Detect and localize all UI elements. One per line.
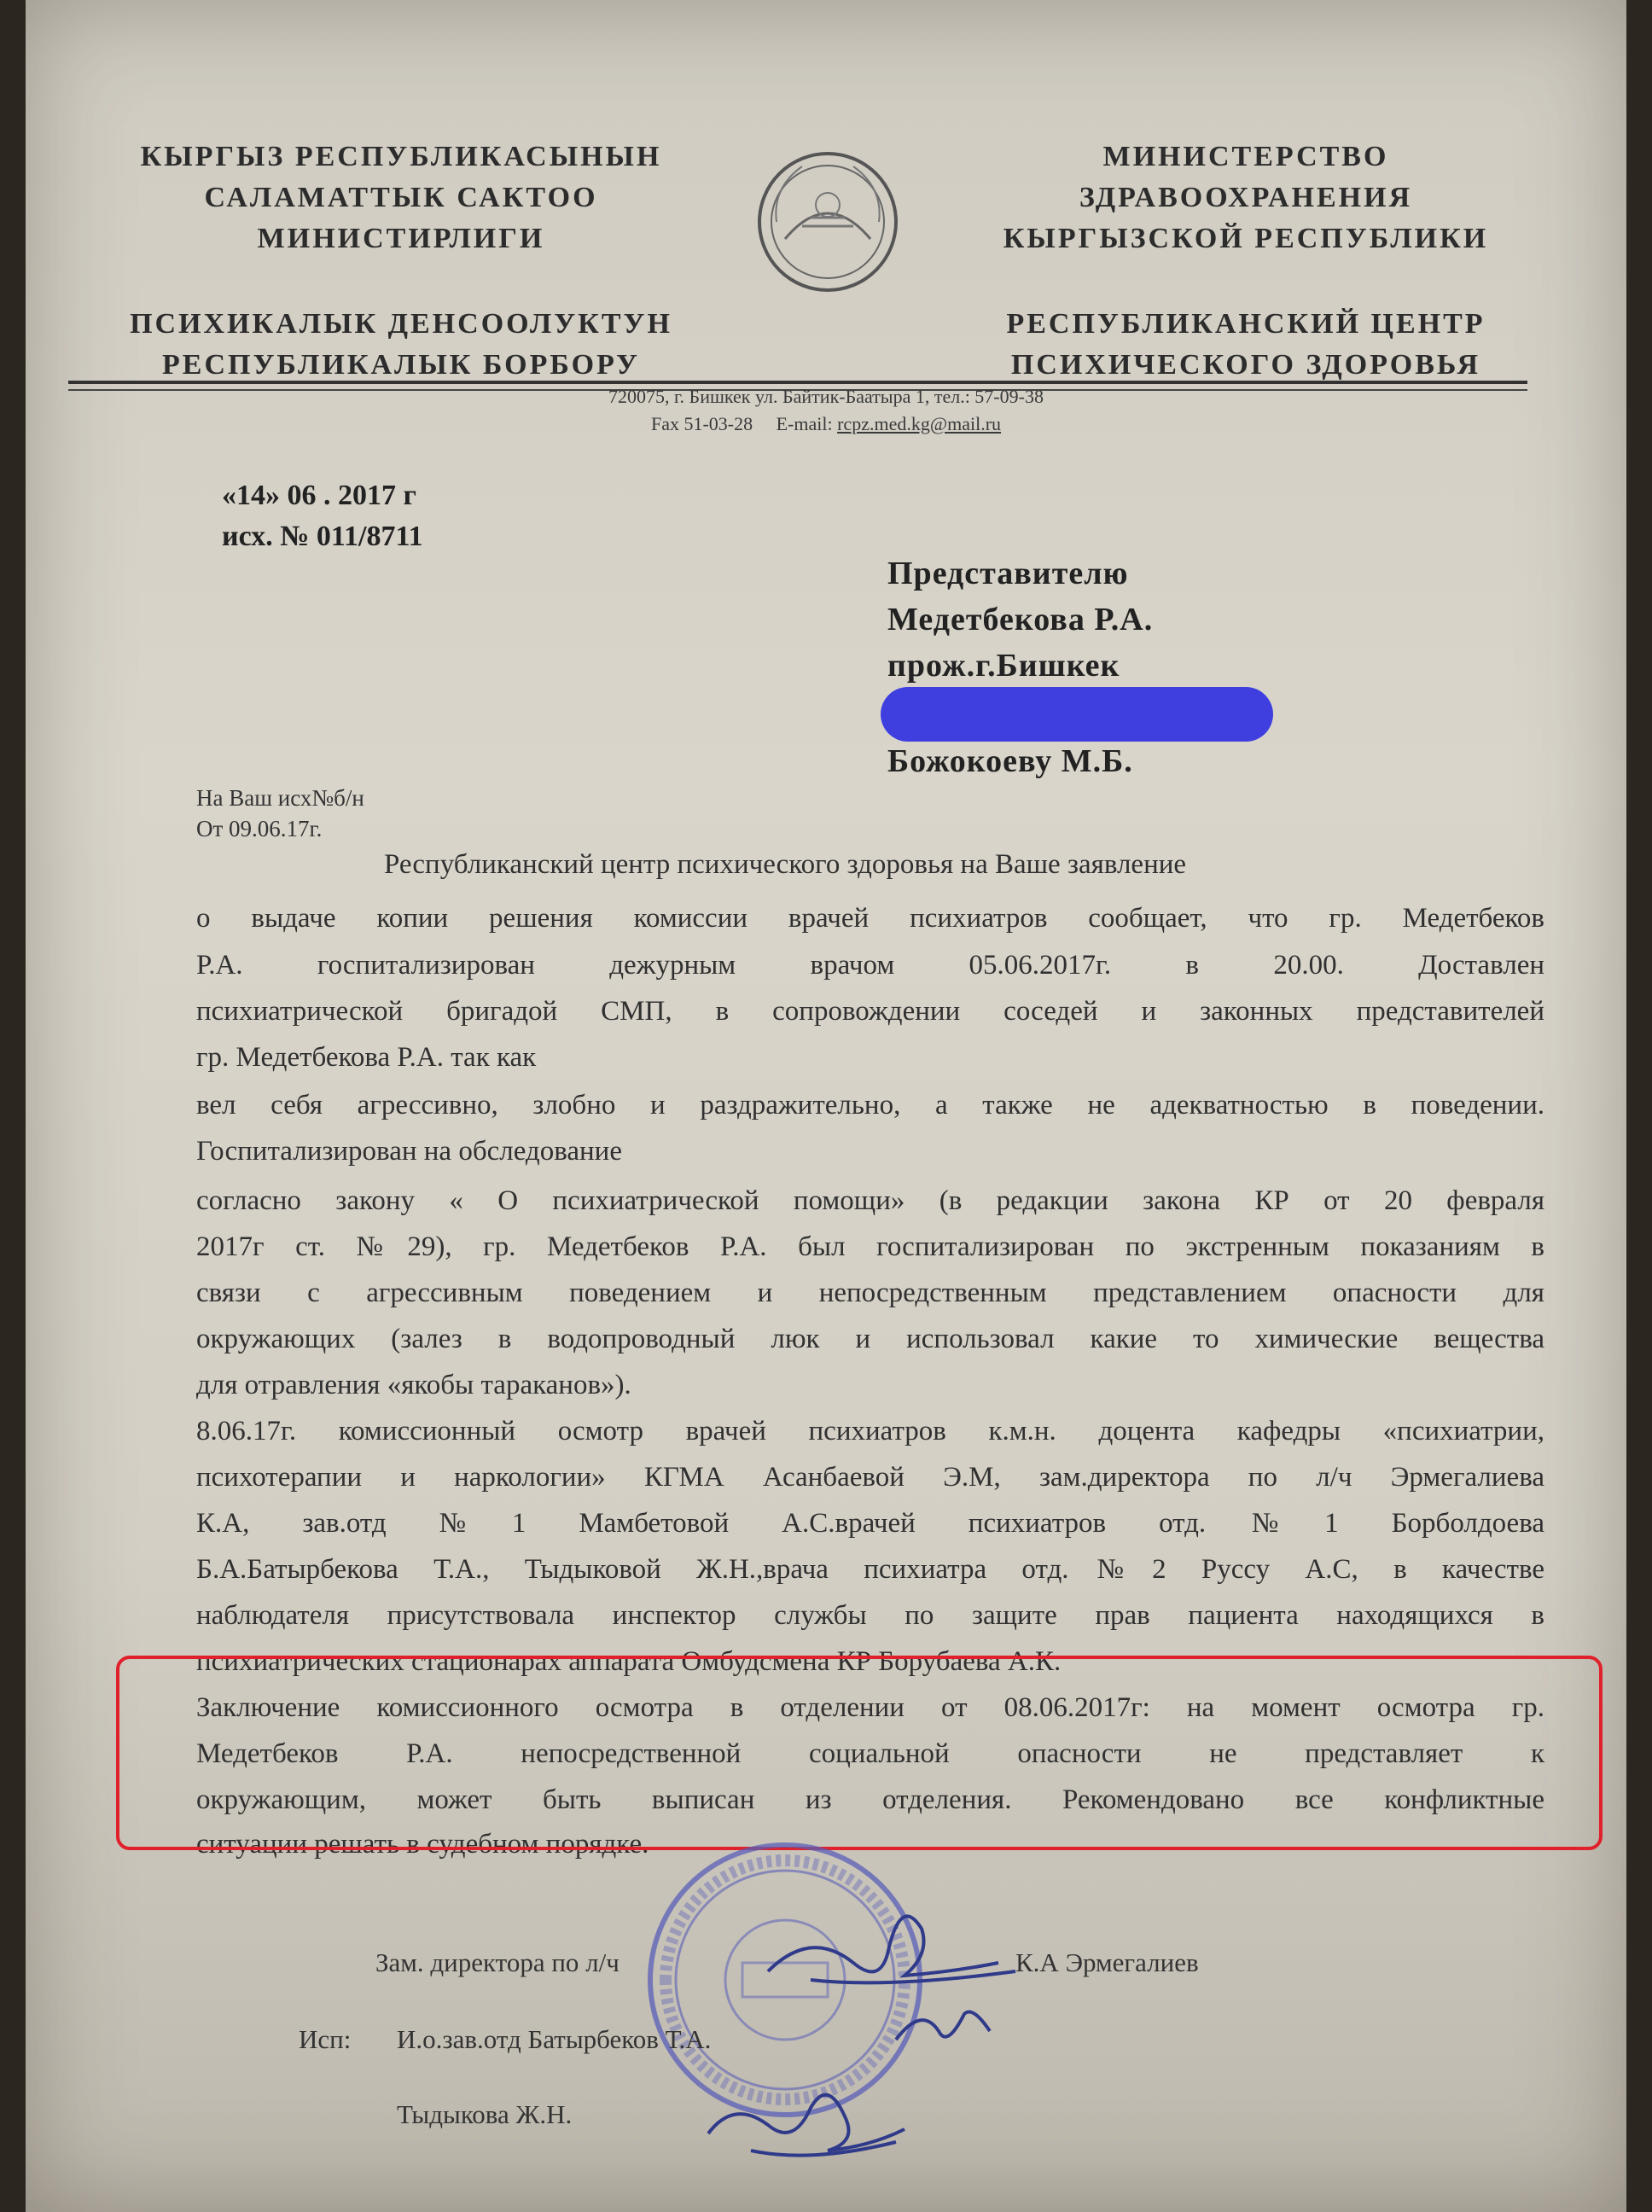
body-line: 8.06.17г. комиссионный осмотр врачей психиатров к.м.н. доцента кафедры «психиатрии,: [196, 1416, 1544, 1447]
body-line: связи с агрессивным поведением и непосредственным представлением опасности для: [196, 1278, 1544, 1308]
signature-initials-icon: [887, 1988, 1007, 2065]
document-sheet: [26, 0, 1626, 2212]
conclusion-line: Медетбеков Р.А. непосредственной социальной опасности не представляет к: [196, 1738, 1544, 1769]
email-link[interactable]: rcpz.med.kg@mail.ru: [837, 413, 1002, 434]
contact-line: [26, 413, 1626, 435]
body-line: психотерапии и наркологии» КГМА Асанбаевой Э.М, зам.директора по л/ч Эрмегалиева: [196, 1462, 1544, 1493]
header-left-line: РЕСПУБЛИКАЛЫК БОРБОРУ: [162, 349, 640, 381]
body-line: психиатрической бригадой СМП, в сопровождении соседей и законных представителей: [196, 996, 1544, 1027]
signature-deputy-icon: [759, 1877, 1032, 2005]
addressee-line: Божокоеву М.Б.: [887, 743, 1133, 779]
conclusion-line: ситуации решать в судебном порядке.: [196, 1829, 649, 1860]
header-right-block: [973, 137, 1519, 386]
header-left-line: ПСИХИКАЛЫК ДЕНСООЛУКТУН: [130, 308, 672, 340]
body-line: о выдаче копии решения комиссии врачей психиатров сообщает, что гр. Медетбеков: [196, 903, 1544, 934]
reply-ref-line: На Ваш исх№б/н: [196, 785, 364, 811]
header-right-line: КЫРГЫЗСКОЙ РЕСПУБЛИКИ: [1003, 223, 1489, 254]
body-line: 2017г ст. №29), гр. Медетбеков Р.А. был госпитализирован по экстренным показаниям в: [196, 1231, 1544, 1262]
header-left-line: МИНИСТИРЛИГИ: [257, 223, 545, 254]
document-date: «14» 06 . 2017 г: [222, 480, 416, 511]
deputy-name: К.А Эрмегалиев: [1015, 1947, 1199, 1977]
header-left-block: [128, 137, 674, 386]
executor-name: И.о.зав.отд Батырбеков Т.А.: [397, 2024, 712, 2054]
body-line: К.А, зав.отд №1 Мамбетовой А.С.врачей психиатров отд.№1 Борболдоева: [196, 1508, 1544, 1539]
body-line: Госпитализирован на обследование: [196, 1136, 622, 1167]
body-line: согласно закону « О психиатрической помощи» (в редакции закона КР от 20 февраля: [196, 1185, 1544, 1216]
reply-ref-line: От 09.06.17г.: [196, 816, 323, 841]
addressee-line: Представителю: [887, 556, 1129, 591]
header-right-line: ЗДРАВООХРАНЕНИЯ: [1079, 182, 1413, 213]
body-line: Р.А. госпитализирован дежурным врачом 05.06.2017г. в 20.00. Доставлен: [196, 950, 1544, 981]
header-left-line: КЫРГЫЗ РЕСПУБЛИКАСЫНЫН: [140, 141, 662, 172]
body-line: окружающих (залез в водопроводный люк и использовал какие то химические вещества: [196, 1324, 1544, 1354]
state-emblem-icon: [751, 137, 905, 307]
body-line: вел себя агрессивно, злобно и раздражительно, а также не адекватностью в поведении.: [196, 1090, 1544, 1121]
body-line: наблюдателя присутствовала инспектор службы по защите прав пациента находящихся в: [196, 1600, 1544, 1631]
addressee-line: Медетбекова Р.А.: [887, 602, 1154, 637]
address-line: 720075, г. Бишкек ул. Байтик-Баатыра 1, тел.: 57-09-38: [608, 386, 1044, 407]
conclusion-line: окружающим, может быть выписан из отделения. Рекомендовано все конфликтные: [196, 1784, 1544, 1815]
addressee-line: прож.г.Бишкек: [887, 648, 1120, 684]
body-line: Б.А.Батырбекова Т.А., Тыдыковой Ж.Н.,врача психиатра отд.№2 Руссу А.С, в качестве: [196, 1554, 1544, 1585]
body-intro: Республиканский центр психического здоровья на Ваше заявление: [384, 849, 1187, 880]
body-line: психиатрических стационарах аппарата Омбудсмена КР Борубаева А.К.: [196, 1646, 1062, 1677]
fax-text: Fax 51-03-28: [650, 413, 753, 434]
header-divider: [68, 381, 1527, 384]
header-right-line: МИНИСТЕРСТВО: [1102, 141, 1389, 172]
signature-executor-icon: [700, 2065, 922, 2176]
executor-name: Тыдыкова Ж.Н.: [397, 2099, 573, 2129]
body-line: гр. Медетбекова Р.А. так как: [196, 1042, 537, 1073]
header-left-line: САЛАМАТТЫК САКТОО: [204, 182, 598, 213]
conclusion-line: Заключение комиссионного осмотра в отделении от 08.06.2017г: на момент осмотра гр.: [196, 1692, 1544, 1723]
outgoing-number: исх. № 011/8711: [222, 521, 423, 552]
header-right-line: ПСИХИЧЕСКОГО ЗДОРОВЬЯ: [1010, 349, 1481, 381]
body-line: для отравления «якобы тараканов»).: [196, 1370, 631, 1400]
conclusion-highlight-box: [116, 1656, 1603, 1850]
deputy-title: Зам. директора по л/ч: [375, 1947, 620, 1977]
redaction-mark: [881, 687, 1273, 742]
header-right-line: РЕСПУБЛИКАНСКИЙ ЦЕНТР: [1006, 308, 1486, 340]
executor-label: Исп:: [299, 2024, 352, 2054]
email-label: E-mail:: [776, 413, 833, 434]
